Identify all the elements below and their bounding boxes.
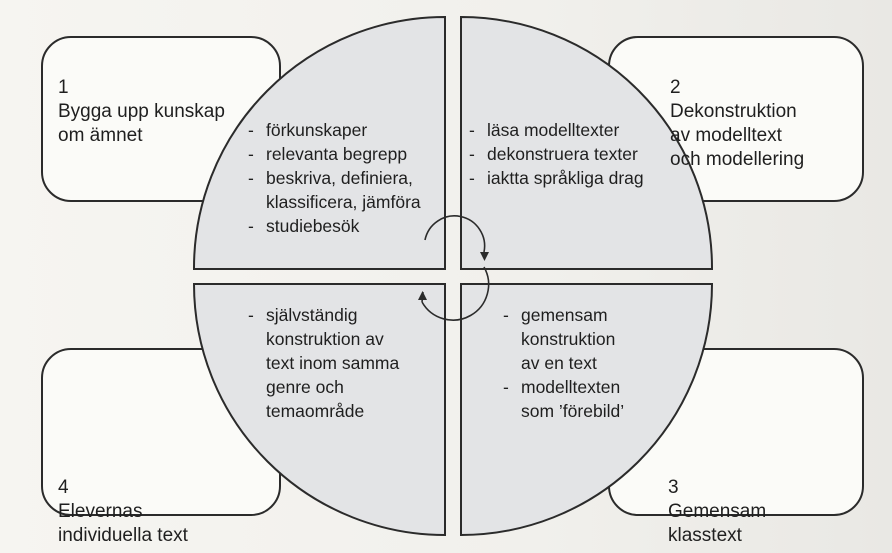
stage-1-title-text: Bygga upp kunskap om ämnet <box>58 101 225 146</box>
stage-4-number: 4 <box>58 477 69 498</box>
stage-4-title-text: Elevernas individuella text <box>58 501 188 546</box>
stage-4-title <box>58 452 188 548</box>
list-item: - beskriva, definiera, klassificera, jämföra <box>246 166 421 214</box>
list-item: - iaktta språkliga drag <box>467 166 644 190</box>
list-item: - läsa modelltexter <box>467 118 644 142</box>
list-item: - modelltexten som ’förebild’ <box>501 375 624 423</box>
list-item: - studiebesök <box>246 214 421 238</box>
stage-1-items <box>246 118 421 238</box>
list-item: - självständig konstruktion av text inom samma genre och temaområde <box>246 303 399 423</box>
stage-1-number: 1 <box>58 77 69 98</box>
list-item: - relevanta begrepp <box>246 142 421 166</box>
stage-3-items <box>501 303 624 423</box>
list-item: - dekonstruera texter <box>467 142 644 166</box>
stage-2-items <box>467 118 644 190</box>
stage-4-items <box>246 303 399 423</box>
stage-3-title <box>668 452 766 548</box>
stage-2-number: 2 <box>670 77 681 98</box>
list-item: - gemensam konstruktion av en text <box>501 303 624 375</box>
list-item: - förkunskaper <box>246 118 421 142</box>
stage-3-number: 3 <box>668 477 679 498</box>
stage-2-title-text: Dekonstruktion av modelltext och modellering <box>670 101 805 170</box>
stage-3-title-text: Gemensam klasstext <box>668 501 767 546</box>
stage-2-title <box>670 52 804 172</box>
stage-1-title <box>58 52 225 148</box>
